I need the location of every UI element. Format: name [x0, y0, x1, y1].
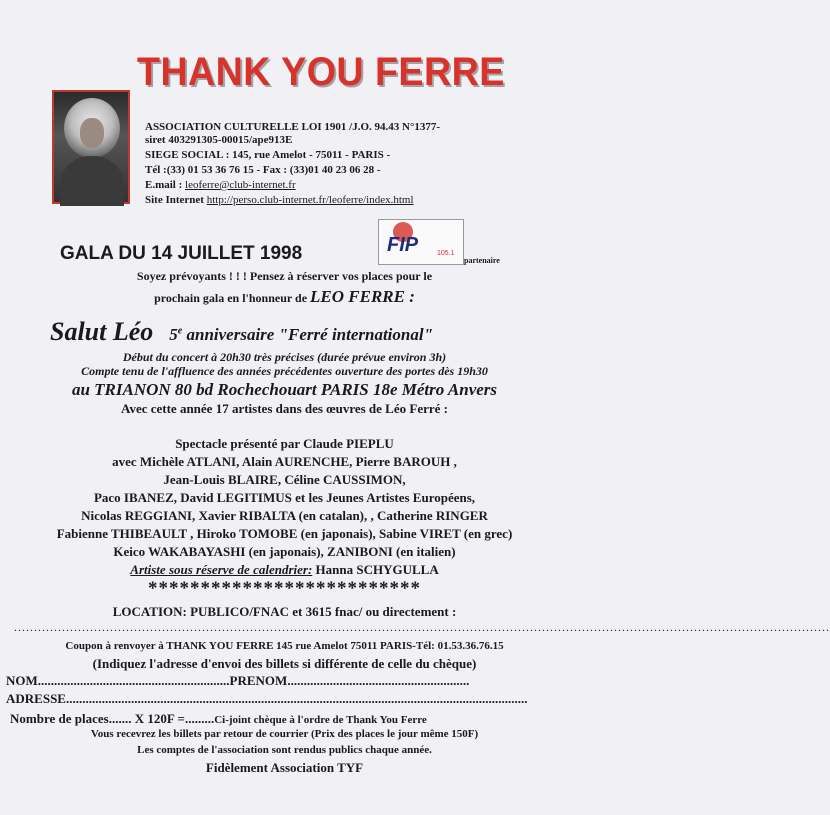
- program-line-6: Fabienne THIBEAULT , Hiroko TOMOBE (en japonais), Sabine VIRET (en grec): [56, 526, 513, 541]
- coupon-line: Coupon à renvoyer à THANK YOU FERRE 145 rue Amelot 75011 PARIS-Tél: 01.53.36.76.15: [65, 640, 504, 652]
- program-line-7: Keico WAKABAYASHI (en japonais), ZANIBONI (en italien): [113, 544, 456, 559]
- assoc-line-3: SIEGE SOCIAL : 145, rue Amelot - 75011 - PARIS -: [145, 149, 391, 161]
- places-label[interactable]: Nombre de places....... X 120F =.........: [10, 711, 215, 726]
- email-label: E.mail :: [145, 179, 186, 191]
- page-title: THANK YOU FERRE: [137, 50, 505, 94]
- photo-body: [60, 156, 124, 206]
- leo-ferre-photo: [52, 90, 130, 204]
- photo-face: [80, 118, 104, 148]
- reserve-row: [0, 562, 569, 578]
- gala-line-2-name: LEO FERRE :: [310, 287, 415, 306]
- recevrez-line: Vous recevrez les billets par retour de courrier (Prix des places le jour même 150F): [90, 728, 479, 740]
- program-line-5: Nicolas REGGIANI, Xavier RIBALTA (en catalan), , Catherine RINGER: [81, 508, 488, 523]
- site-row: [145, 194, 414, 207]
- anniv-number: 5: [169, 325, 178, 344]
- salut-row: [50, 317, 433, 347]
- program-line-4: Paco IBANEZ, David LEGITIMUS et les Jeunes Artistes Européens,: [93, 490, 476, 505]
- prenom-label[interactable]: PRENOM: [229, 673, 288, 688]
- program-line-2: avec Michèle ATLANI, Alain AURENCHE, Pierre BAROUH ,: [112, 454, 457, 469]
- nom-row: NOM...........................................................PRENOM........................................................: [6, 673, 470, 688]
- partner-label: partenaire: [464, 256, 500, 265]
- program-line-3: Jean-Louis BLAIRE, Céline CAUSSIMON,: [163, 472, 406, 487]
- site-link[interactable]: http://perso.club-internet.fr/leoferre/index.html: [206, 194, 414, 206]
- compte-line: Compte tenu de l'affluence des années précédentes ouverture des portes dès 19h30: [81, 364, 488, 378]
- artists-count: Avec cette année 17 artistes dans des œuvres de Léo Ferré :: [121, 401, 448, 416]
- reserve-label: Artiste sous réserve de calendrier:: [130, 562, 313, 577]
- email-row: [145, 179, 296, 192]
- nom-label[interactable]: NOM: [6, 673, 38, 688]
- adresse-label[interactable]: ADRESSE: [6, 691, 66, 706]
- signature: Fidèlement Association TYF: [205, 760, 364, 775]
- salut-leo: Salut Léo: [50, 317, 154, 346]
- anniv-text: anniversaire "Ferré international": [182, 325, 434, 344]
- email-link[interactable]: leoferre@club-internet.fr: [185, 179, 296, 191]
- anniv-sup: e: [177, 325, 183, 337]
- fip-logo: [378, 219, 464, 265]
- adresse-row: ADRESSE..............................................................................................................................................: [6, 691, 528, 706]
- stars-divider: **************************: [148, 578, 421, 599]
- assoc-line-1: ASSOCIATION CULTURELLE LOI 1901 /J.O. 94.43 N°1377-: [145, 121, 441, 133]
- places-row: [10, 710, 427, 728]
- cut-line: ............................................................................................................................................................................................................: [14, 620, 830, 634]
- venue-line: au TRIANON 80 bd Rochechouart PARIS 18e Métro Anvers: [71, 380, 498, 399]
- gala-line-1: Soyez prévoyants ! ! ! Pensez à réserver vos places pour le: [136, 269, 433, 283]
- location-line: LOCATION: PUBLICO/FNAC et 3615 fnac/ ou directement :: [112, 604, 457, 619]
- reserve-name: Hanna SCHYGULLA: [312, 562, 439, 577]
- debut-line: Début du concert à 20h30 très précises (durée prévue environ 3h): [122, 350, 447, 364]
- fip-logo-text: FIP: [387, 234, 419, 256]
- site-label: Site Internet: [145, 194, 207, 206]
- indiquez-line: (Indiquez l'adresse d'envoi des billets si différente de celle du chèque): [92, 656, 477, 671]
- program-line-1: Spectacle présenté par Claude PIEPLU: [175, 436, 394, 451]
- cheque-text: Ci-joint chèque à l'ordre de Thank You Ferre: [214, 714, 427, 726]
- gala-line-2-prefix: prochain gala en l'honneur de: [154, 291, 311, 305]
- gala-title: GALA DU 14 JUILLET 1998: [60, 243, 303, 264]
- gala-line-2: [0, 287, 569, 307]
- fip-logo-frequency: 105.1: [437, 250, 455, 257]
- anniversary: [169, 325, 433, 344]
- comptes-line: Les comptes de l'association sont rendus publics chaque année.: [137, 744, 432, 756]
- assoc-line-2: siret 403291305-00015/ape913E: [145, 134, 293, 146]
- assoc-line-4: Tél :(33) 01 53 36 76 15 - Fax : (33)01 40 23 06 28 -: [145, 164, 381, 176]
